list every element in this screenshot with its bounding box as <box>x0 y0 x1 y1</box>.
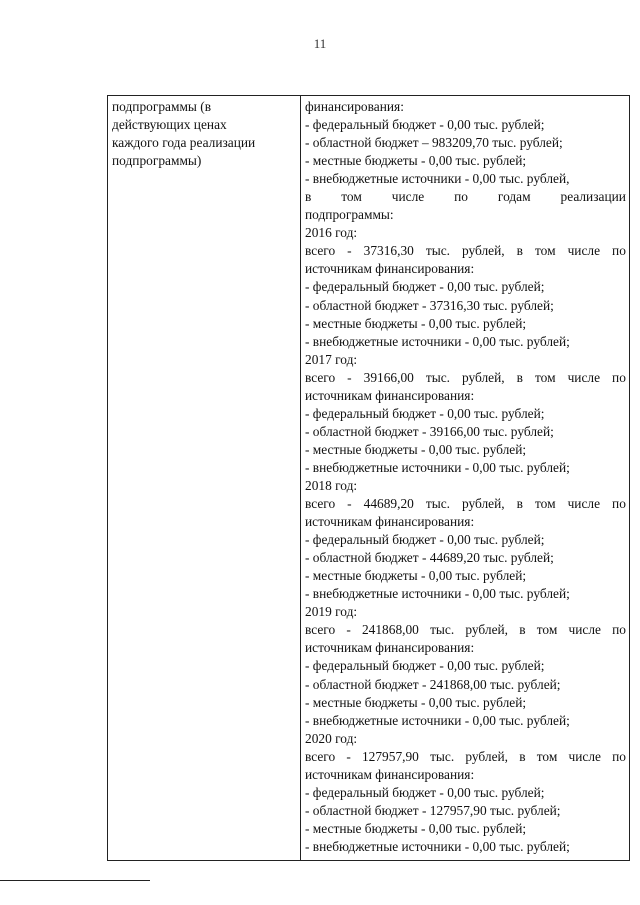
year-local: - местные бюджеты - 0,00 тыс. рублей; <box>305 568 527 584</box>
year-local: - местные бюджеты - 0,00 тыс. рублей; <box>305 441 527 457</box>
year-heading: 2016 год: <box>305 225 358 241</box>
word: числе <box>567 369 601 385</box>
year-total-line <box>305 621 626 639</box>
word: числе <box>568 748 601 764</box>
word: в <box>519 622 526 638</box>
word: в <box>516 243 523 259</box>
word: рублей, <box>461 369 505 385</box>
intro-by-years-line <box>305 188 626 206</box>
word: 127957,90 <box>361 748 419 764</box>
year-total-line <box>305 495 626 513</box>
word: всего <box>305 496 336 512</box>
left-cell-line: подпрограммы) <box>112 153 202 169</box>
year-regional: - областной бюджет - 127957,90 тыс. рублей; <box>305 802 561 818</box>
footnote-rule <box>0 880 150 881</box>
year-local: - местные бюджеты - 0,00 тыс. рублей; <box>305 315 527 331</box>
year-total-line <box>305 242 626 260</box>
word: - <box>347 496 352 512</box>
year-block <box>305 730 626 856</box>
word: по <box>612 496 626 512</box>
word: тыс. <box>425 369 450 385</box>
word: 37316,30 <box>363 243 414 259</box>
year-local: - местные бюджеты - 0,00 тыс. рублей; <box>305 820 527 836</box>
intro-local: - местные бюджеты - 0,00 тыс. рублей; <box>305 153 527 169</box>
year-regional: - областной бюджет - 39166,00 тыс. рублей; <box>305 423 554 439</box>
word: числе <box>567 243 601 259</box>
year-heading: 2020 год: <box>305 730 358 746</box>
year-sources: источникам финансирования: <box>305 387 475 403</box>
word: том <box>536 622 558 638</box>
word: по <box>612 622 626 638</box>
intro-federal: - федеральный бюджет - 0,00 тыс. рублей; <box>305 117 545 133</box>
year-federal: - федеральный бюджет - 0,00 тыс. рублей; <box>305 405 545 421</box>
word: - <box>347 243 352 259</box>
program-table <box>107 95 630 861</box>
word: тыс. <box>425 496 450 512</box>
left-cell-line: каждого года реализации <box>112 135 256 151</box>
year-block <box>305 477 626 603</box>
word: 39166,00 <box>363 369 414 385</box>
year-sources: источникам финансирования: <box>305 640 475 656</box>
word: всего <box>305 622 336 638</box>
word: том <box>534 496 556 512</box>
page-number: 11 <box>313 36 327 51</box>
word: всего <box>305 369 336 385</box>
years-container <box>305 224 626 856</box>
word: том <box>341 189 362 205</box>
word: - <box>346 748 351 764</box>
year-total-line <box>305 369 626 387</box>
word: всего <box>305 243 336 259</box>
word: том <box>534 369 556 385</box>
word: 241868,00 <box>361 622 419 638</box>
right-cell <box>301 96 630 861</box>
year-regional: - областной бюджет - 37316,30 тыс. рублей; <box>305 297 554 313</box>
year-total-line <box>305 748 626 766</box>
year-heading: 2017 год: <box>305 351 358 367</box>
year-regional: - областной бюджет - 44689,20 тыс. рублей; <box>305 550 554 566</box>
word: в <box>516 496 523 512</box>
word: - <box>346 622 351 638</box>
year-regional: - областной бюджет - 241868,00 тыс. рублей; <box>305 676 561 692</box>
year-extra: - внебюджетные источники - 0,00 тыс. рублей; <box>305 838 570 854</box>
word: числе <box>391 189 425 205</box>
word: по <box>612 243 626 259</box>
word: том <box>534 243 556 259</box>
word: в <box>305 189 312 205</box>
year-federal: - федеральный бюджет - 0,00 тыс. рублей; <box>305 279 545 295</box>
word: всего <box>305 748 336 764</box>
word: тыс. <box>430 622 455 638</box>
year-sources: источникам финансирования: <box>305 766 475 782</box>
word: рублей, <box>465 748 509 764</box>
year-extra: - внебюджетные источники - 0,00 тыс. рублей; <box>305 586 570 602</box>
word: 44689,20 <box>363 496 414 512</box>
year-sources: источникам финансирования: <box>305 514 475 530</box>
year-federal: - федеральный бюджет - 0,00 тыс. рублей; <box>305 784 545 800</box>
word: тыс. <box>430 748 455 764</box>
word: - <box>347 369 352 385</box>
year-federal: - федеральный бюджет - 0,00 тыс. рублей; <box>305 532 545 548</box>
year-local: - местные бюджеты - 0,00 тыс. рублей; <box>305 694 527 710</box>
word: реализации <box>560 189 626 205</box>
year-block <box>305 603 626 729</box>
year-federal: - федеральный бюджет - 0,00 тыс. рублей; <box>305 658 545 674</box>
word: в <box>516 369 523 385</box>
year-sources: источникам финансирования: <box>305 261 475 277</box>
word: числе <box>568 622 601 638</box>
word: рублей, <box>465 622 509 638</box>
word: числе <box>567 496 601 512</box>
year-heading: 2019 год: <box>305 604 358 620</box>
year-extra: - внебюджетные источники - 0,00 тыс. рублей; <box>305 333 570 349</box>
year-extra: - внебюджетные источники - 0,00 тыс. рублей; <box>305 712 570 728</box>
intro-regional: - областной бюджет – 983209,70 тыс. рублей; <box>305 135 563 151</box>
word: годам <box>497 189 531 205</box>
intro-extra: - внебюджетные источники - 0,00 тыс. рублей, <box>305 171 570 187</box>
word: тыс. <box>425 243 450 259</box>
word: по <box>454 189 468 205</box>
year-heading: 2018 год: <box>305 477 358 493</box>
year-block <box>305 224 626 350</box>
left-cell-line: подпрограммы (в <box>112 99 212 114</box>
word: по <box>612 369 626 385</box>
intro-first-line: финансирования: <box>305 99 404 114</box>
word: рублей, <box>461 496 505 512</box>
left-cell <box>108 96 301 861</box>
word: том <box>536 748 558 764</box>
left-cell-line: действующих ценах <box>112 117 227 133</box>
word: рублей, <box>461 243 505 259</box>
intro-by-years-tail: подпрограммы: <box>305 207 394 223</box>
table-row <box>108 96 630 861</box>
year-extra: - внебюджетные источники - 0,00 тыс. рублей; <box>305 459 570 475</box>
word: в <box>519 748 526 764</box>
word: по <box>612 748 626 764</box>
year-block <box>305 351 626 477</box>
